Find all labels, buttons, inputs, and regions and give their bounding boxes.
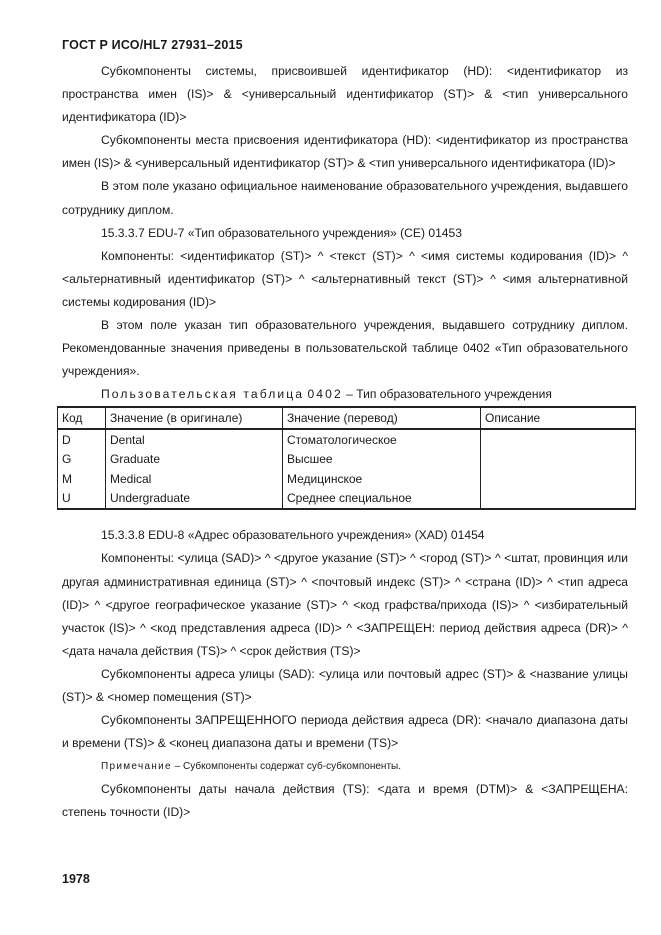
table-caption-number: 0402 xyxy=(307,387,343,402)
cell-code: D xyxy=(58,429,106,450)
table-header-row xyxy=(58,407,636,429)
column-header-code: Код xyxy=(58,407,106,429)
table-caption xyxy=(62,383,628,406)
paragraph-street-subcomponents: Субкомпоненты адреса улицы (SAD): <улица или почтовый адрес (ST)> & <название улицы (ST)> & <номер помещения (ST)> xyxy=(62,666,628,704)
spacer xyxy=(62,510,628,524)
cell-code: G xyxy=(58,450,106,470)
table-row xyxy=(58,429,636,450)
paragraph-start-date-subcomponents: Субкомпоненты даты начала действия (TS): <дата и время (DTM)> & <ЗАПРЕЩЕНА: степень точности (ID)> xyxy=(62,782,628,820)
column-header-description: Описание xyxy=(481,407,636,429)
cell-original: Undergraduate xyxy=(106,489,283,510)
cell-description xyxy=(481,429,636,450)
paragraph-period-subcomponents: Субкомпоненты ЗАПРЕЩЕННОГО периода действия адреса (DR): <начало диапазона даты и времени (TS)> & <конец диапазона даты и времени (TS)> xyxy=(62,713,628,751)
paragraph-official-name: В этом поле указано официальное наименование образовательного учреждения, выдавшего сотруднику диплом. xyxy=(62,179,628,217)
user-table-0402 xyxy=(57,406,636,510)
cell-original: Medical xyxy=(106,469,283,489)
table-caption-label: Пользовательская таблица xyxy=(101,387,305,402)
table-row xyxy=(58,469,636,489)
paragraph-edu7-components: Компоненты: <идентификатор (ST)> ^ <текст (ST)> ^ <имя системы кодирования (ID)> ^ <альтернативный идентификатор (ST)> ^ <альтернативный текст (ST)> ^ <имя альтернативной системы кодирования (ID)> xyxy=(62,248,628,309)
column-header-original: Значение (в оригинале) xyxy=(106,407,283,429)
cell-code: M xyxy=(58,469,106,489)
cell-original: Graduate xyxy=(106,450,283,470)
standard-header: ГОСТ Р ИСО/HL7 27931–2015 xyxy=(62,38,243,52)
paragraph-edu7-description: В этом поле указан тип образовательного учреждения, выдавшего сотруднику диплом. Рекомендованные значения приведены в пользовательской таблице 0402 «Тип образовательного учреждения». xyxy=(62,318,628,379)
cell-translation: Стоматологическое xyxy=(283,429,481,450)
table-caption-dash: – xyxy=(346,387,353,402)
paragraph-edu8-components: Компоненты: <улица (SAD)> ^ <другое указание (ST)> ^ <город (ST)> ^ <штат, провинция или другая административная единица (ST)> ^ <почтовый индекс (ST)> ^ <страна (ID)> ^ <тип адреса (ID)> ^ <другое географическое указание (ST)> ^ <код графства/прихода (IS)> ^ <избирательный участок (IS)> ^ <код представления адреса (ID)> ^ <ЗАПРЕЩЕН: период действия адреса (DR)> ^ <дата начала действия (TS)> ^ <срок действия (TS)> xyxy=(62,551,628,658)
table-row xyxy=(58,450,636,470)
section-heading-edu8: 15.3.3.8 EDU-8 «Адрес образовательного учреждения» (XAD) 01454 xyxy=(101,528,485,543)
paragraph-system-subcomponents: Субкомпоненты системы, присвоившей идентификатор (HD): <идентификатор из пространства имен (IS)> & <универсальный идентификатор (ST)> & <тип универсального идентификатора (ID)> xyxy=(62,64,628,125)
cell-translation: Высшее xyxy=(283,450,481,470)
note xyxy=(62,755,628,778)
column-header-translation: Значение (перевод) xyxy=(283,407,481,429)
section-heading-edu7: 15.3.3.7 EDU-7 «Тип образовательного учреждения» (CE) 01453 xyxy=(101,225,462,240)
cell-translation: Среднее специальное xyxy=(283,489,481,510)
cell-description xyxy=(481,489,636,510)
paragraph-place-subcomponents: Субкомпоненты места присвоения идентификатора (HD): <идентификатор из пространства имен (IS)> & <универсальный идентификатор (ST)> & <тип универсального идентификатора (ID)> xyxy=(62,133,628,171)
body-text xyxy=(62,60,628,825)
note-label: Примечание xyxy=(101,761,172,773)
cell-original: Dental xyxy=(106,429,283,450)
cell-description xyxy=(481,469,636,489)
table-row xyxy=(58,489,636,510)
cell-description xyxy=(481,450,636,470)
table-caption-title: Тип образовательного учреждения xyxy=(356,387,552,402)
note-text: – Субкомпоненты содержат суб-субкомпоненты. xyxy=(174,761,401,773)
cell-translation: Медицинское xyxy=(283,469,481,489)
page-number: 1978 xyxy=(62,872,90,886)
cell-code: U xyxy=(58,489,106,510)
